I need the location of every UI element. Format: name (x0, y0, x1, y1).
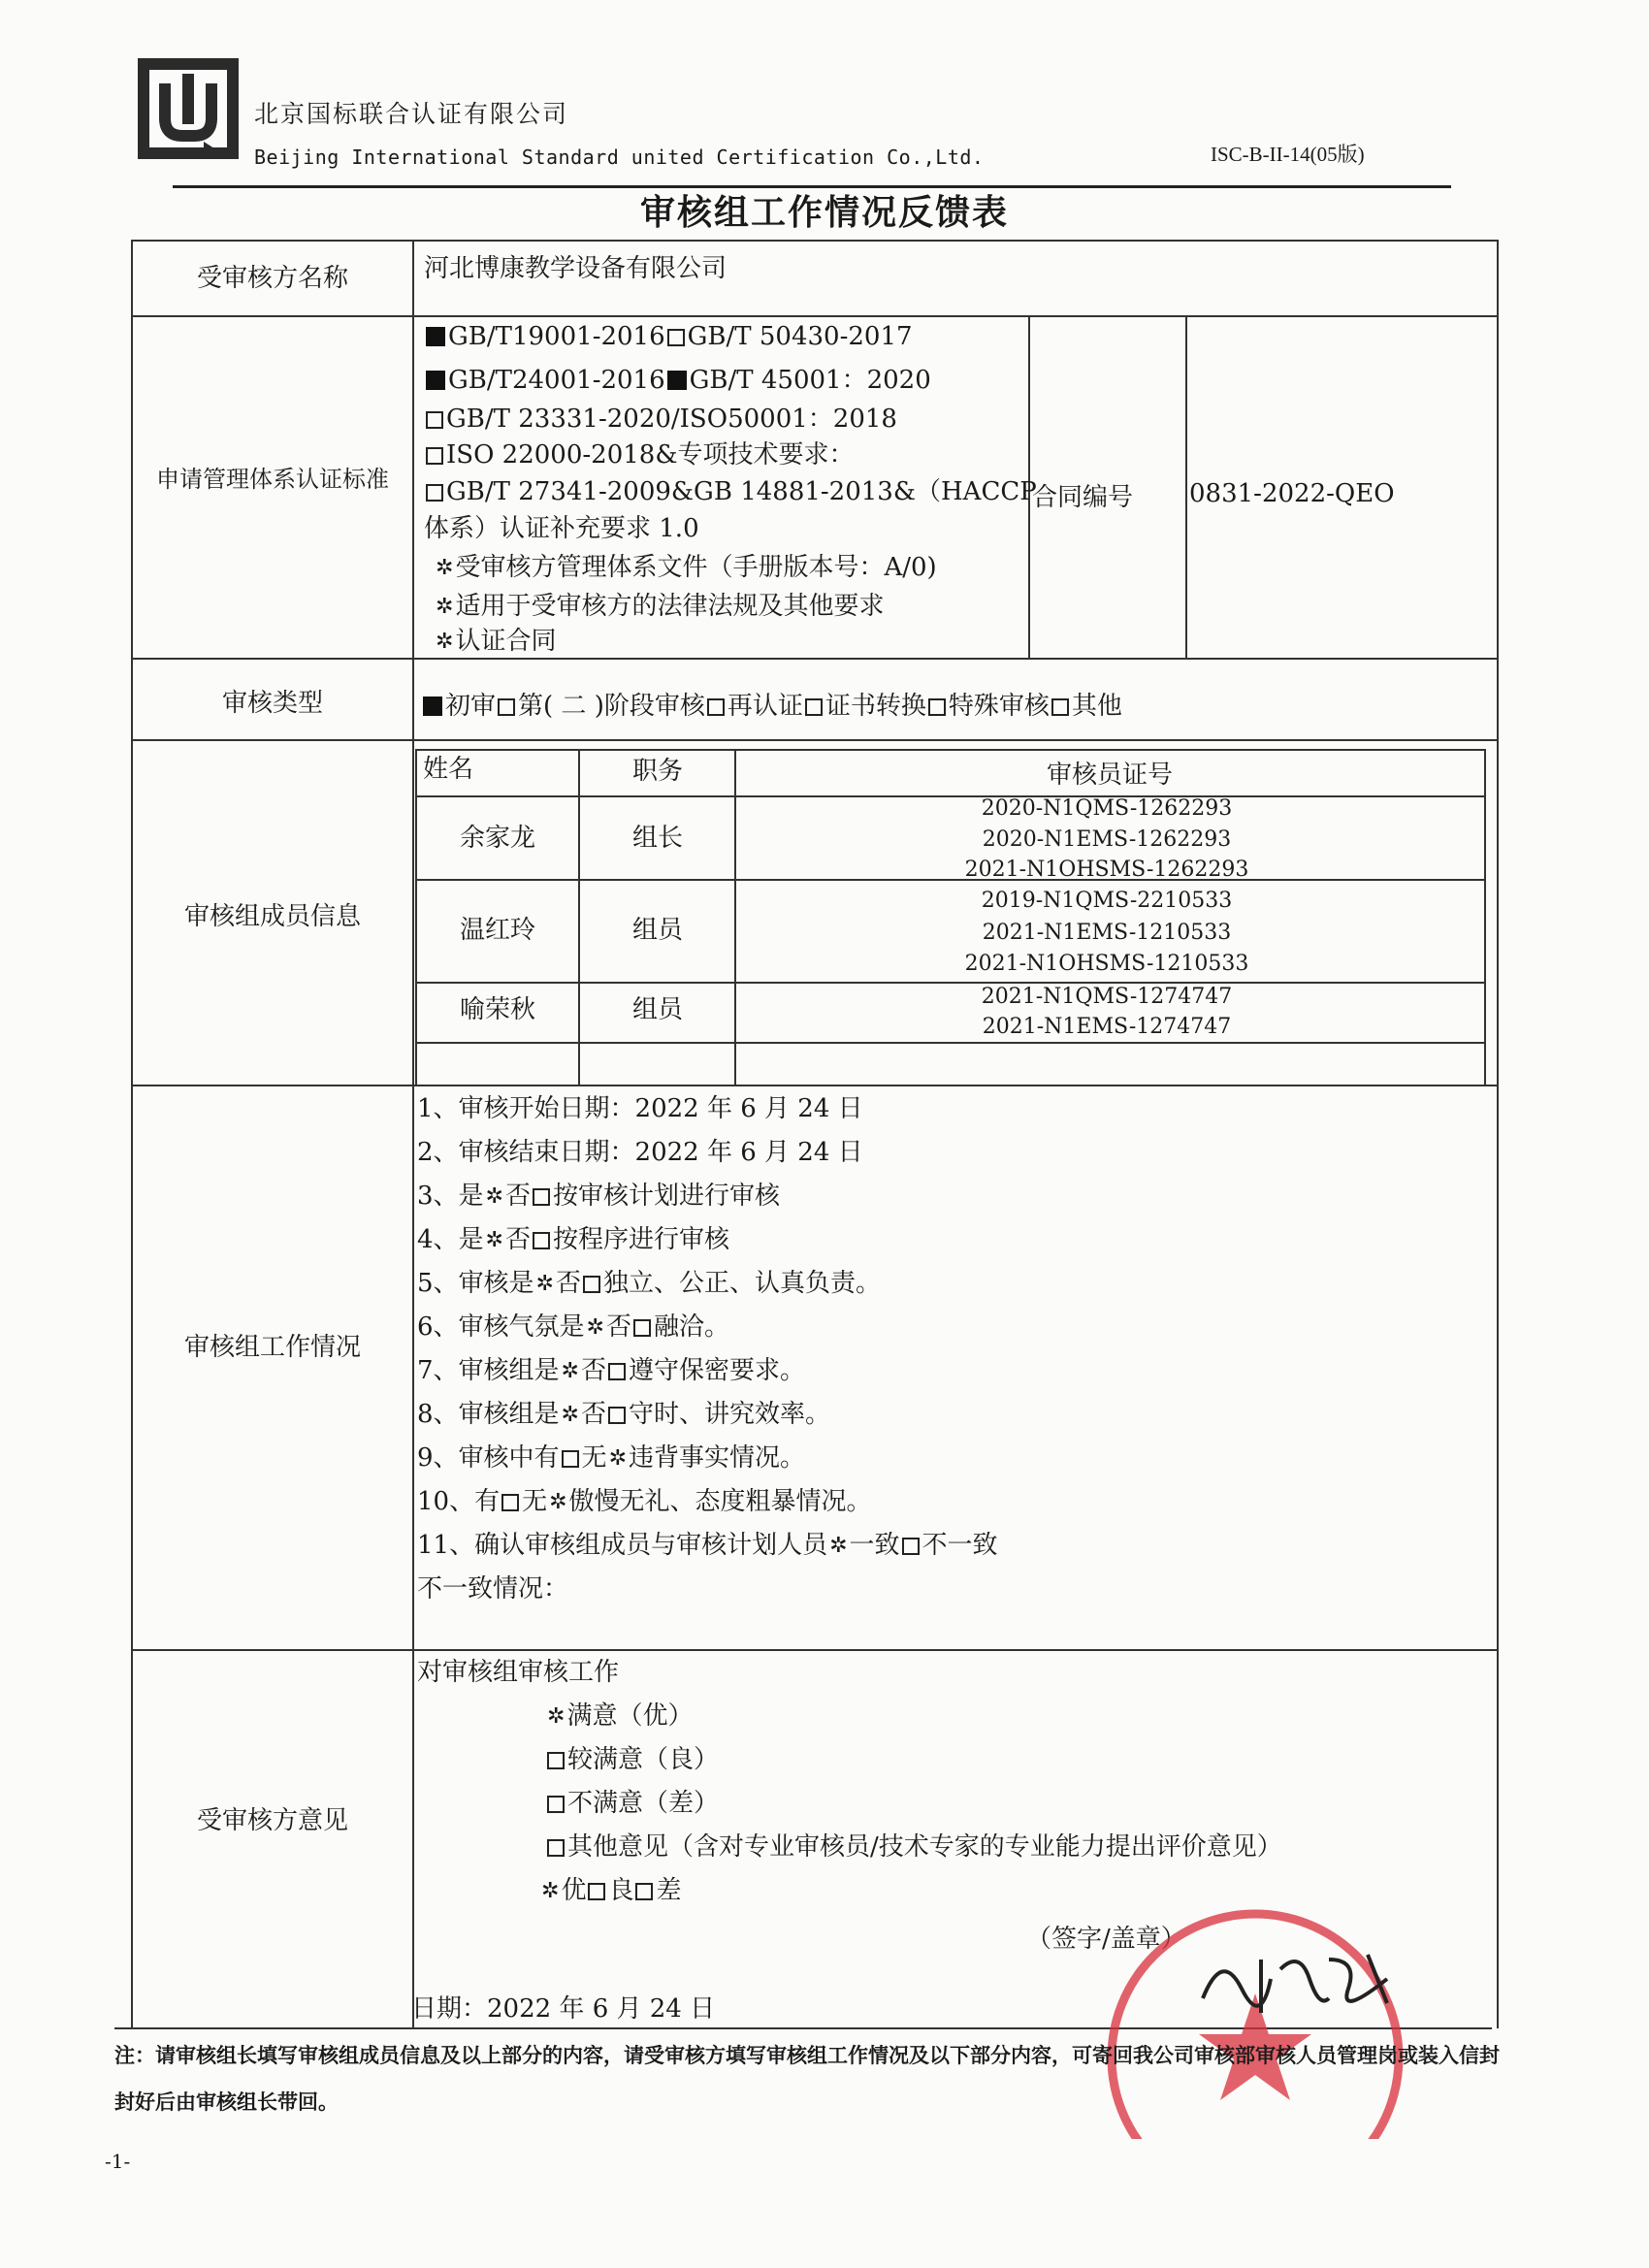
standard-line-4: ISO 22000-2018&专项技术要求： (424, 435, 854, 470)
unchecked-box-icon (583, 1276, 600, 1293)
unchecked-box-icon (1051, 698, 1069, 716)
opinion-option-1: ✲满意（优） (547, 1701, 694, 1731)
unchecked-box-icon (562, 1450, 579, 1468)
audit-type-options: 初审 第( 二 )阶段审核 再认证 证书转换 特殊审核 其他 (421, 686, 1122, 722)
company-name-cn: 北京国标联合认证有限公司 (254, 100, 569, 128)
star-mark-icon: ✲ (436, 595, 454, 619)
unchecked-box-icon (426, 484, 443, 502)
unchecked-box-icon (707, 698, 725, 716)
unchecked-box-icon (547, 1752, 565, 1769)
standard-line-3: GB/T 23331-2020/ISO50001：2018 (424, 399, 897, 435)
star-mark-icon: ✲ (485, 1228, 503, 1252)
work-item-6: 6、审核气氛是✲否 融洽。 (417, 1312, 730, 1342)
member-cert: 2021-N1EMS-1210533 (982, 921, 1232, 945)
work-item-12: 不一致情况： (417, 1574, 569, 1604)
standards-label: 申请管理体系认证标准 (156, 466, 389, 493)
opinion-date: 日期：2022 年 6 月 24 日 (411, 1994, 716, 2024)
checked-box-icon (667, 371, 687, 390)
checked-box-icon (426, 371, 445, 390)
star-mark-icon: ✲ (485, 1184, 503, 1209)
form-title: 审核组工作情况反馈表 (639, 193, 1009, 233)
member-cert: 2020-N1QMS-1262293 (981, 796, 1233, 821)
checked-box-icon (423, 697, 442, 716)
work-item-7: 7、审核组是✲否 遵守保密要求。 (417, 1356, 806, 1385)
opinion-intro: 对审核组审核工作 (417, 1658, 620, 1687)
unchecked-box-icon (928, 698, 946, 716)
member-name: 喻荣秋 (459, 995, 535, 1024)
star-mark-icon: ✲ (829, 1534, 848, 1558)
star-mark-icon: ✲ (535, 1272, 554, 1296)
unchecked-box-icon (501, 1494, 519, 1511)
company-name-en: Beijing International Standard united Certification Co.,Ltd. (254, 146, 985, 169)
grid-line (415, 749, 1486, 751)
member-role: 组员 (631, 916, 683, 945)
opinion-option-2: 较满意（良） (545, 1739, 719, 1775)
footer-note: 注：请审核组长填写审核组成员信息及以上部分的内容，请受审核方填写审核组工作情况及以下部分内容，可寄回我公司审核部审核人员管理岗或装入信封封好后由审核组长带回。 (114, 2044, 1500, 2114)
star-mark-icon: ✲ (436, 556, 454, 580)
col-cert-header: 审核员证号 (1046, 761, 1173, 790)
member-cert: 2019-N1QMS-2210533 (981, 889, 1233, 913)
unchecked-box-icon (805, 698, 823, 716)
star-mark-icon: ✲ (561, 1359, 579, 1383)
checked-box-icon (426, 327, 445, 346)
work-item-4: 4、是✲否 按程序进行审核 (417, 1225, 730, 1254)
opinion-label: 受审核方意见 (196, 1806, 348, 1835)
col-role-header: 职务 (631, 757, 683, 786)
standard-line-2: GB/T24001-2016 GB/T 45001：2020 (424, 360, 931, 396)
grid-line (131, 658, 1499, 660)
member-role: 组长 (631, 824, 683, 853)
star-mark-icon: ✲ (586, 1315, 604, 1340)
star-mark-icon: ✲ (549, 1490, 567, 1514)
standard-line-9: ✲认证合同 (436, 627, 557, 656)
unchecked-box-icon (902, 1538, 920, 1555)
member-cert: 2021-N1QMS-1274747 (981, 985, 1233, 1009)
opinion-grade: ✲优 良 差 (541, 1876, 682, 1905)
audit-type-label: 审核类型 (221, 689, 323, 718)
member-cert: 2021-N1OHSMS-1210533 (964, 952, 1249, 976)
star-mark-icon: ✲ (436, 630, 454, 654)
work-label: 审核组工作情况 (183, 1333, 361, 1362)
unchecked-box-icon (547, 1796, 565, 1813)
handwritten-signature (1193, 1940, 1416, 2018)
signature-label: （签字/盖章） (1026, 1925, 1186, 1954)
unchecked-box-icon (547, 1839, 565, 1857)
member-role: 组员 (631, 995, 683, 1024)
opinion-option-4: 其他意见（含对专业审核员/技术专家的专业能力提出评价意见） (545, 1827, 1282, 1863)
team-label: 审核组成员信息 (183, 902, 361, 931)
unchecked-box-icon (426, 447, 443, 465)
grid-line (131, 240, 133, 2028)
work-item-8: 8、审核组是✲否 守时、讲究效率。 (417, 1400, 831, 1429)
grid-line (131, 1085, 1499, 1086)
unchecked-box-icon (588, 1883, 605, 1900)
standard-line-8: ✲适用于受审核方的法律法规及其他要求 (436, 592, 885, 621)
member-name: 温红玲 (459, 916, 535, 945)
unchecked-box-icon (667, 329, 685, 346)
company-logo-icon (136, 56, 241, 161)
member-cert: 2021-N1OHSMS-1262293 (964, 858, 1249, 882)
unchecked-box-icon (633, 1319, 651, 1337)
work-item-1: 1、审核开始日期：2022 年 6 月 24 日 (417, 1094, 863, 1123)
unchecked-box-icon (498, 698, 515, 716)
grid-line (131, 739, 1499, 741)
unchecked-box-icon (533, 1232, 550, 1249)
grid-line (1497, 240, 1499, 2028)
work-item-10: 10、有 无✲傲慢无礼、态度粗暴情况。 (417, 1487, 872, 1516)
work-item-11: 11、确认审核组成员与审核计划人员✲一致 不一致 (417, 1531, 998, 1560)
document-code: ISC-B-II-14(05版) (1211, 143, 1365, 166)
star-mark-icon: ✲ (541, 1879, 560, 1903)
work-item-5: 5、审核是✲否 独立、公正、认真负责。 (417, 1269, 882, 1298)
grid-line (131, 240, 1499, 242)
grid-line (1185, 315, 1187, 658)
work-item-3: 3、是✲否 按审核计划进行审核 (417, 1182, 781, 1211)
standard-line-6: 体系）认证补充要求 1.0 (424, 514, 699, 543)
work-item-9: 9、审核中有 无✲违背事实情况。 (417, 1443, 806, 1473)
grid-line (412, 240, 414, 2028)
unchecked-box-icon (608, 1407, 626, 1424)
standard-line-1: GB/T19001-2016 GB/T 50430-2017 (424, 322, 913, 351)
star-mark-icon: ✲ (561, 1403, 579, 1427)
unchecked-box-icon (533, 1188, 550, 1206)
grid-line (1484, 749, 1486, 1085)
unchecked-box-icon (608, 1363, 626, 1380)
contract-label: 合同编号 (1032, 483, 1134, 512)
auditee-label: 受审核方名称 (196, 264, 348, 293)
work-item-2: 2、审核结束日期：2022 年 6 月 24 日 (417, 1138, 863, 1167)
member-name: 余家龙 (459, 824, 535, 853)
opinion-option-3: 不满意（差） (545, 1783, 719, 1819)
col-name-header: 姓名 (423, 755, 474, 784)
star-mark-icon: ✲ (547, 1704, 566, 1729)
page-number: -1- (105, 2150, 131, 2173)
auditee-value: 河北博康教学设备有限公司 (424, 254, 728, 283)
standard-line-5: GB/T 27341-2009&GB 14881-2013&（HACCP (424, 471, 1037, 507)
grid-line (131, 1649, 1499, 1651)
member-cert: 2021-N1EMS-1274747 (982, 1015, 1232, 1039)
contract-number: 0831-2022-QEO (1189, 479, 1395, 508)
standard-line-7: ✲受审核方管理体系文件（手册版本号：A/0) (436, 553, 937, 582)
grid-line (131, 315, 1499, 317)
unchecked-box-icon (635, 1883, 653, 1900)
star-mark-icon: ✲ (608, 1446, 627, 1471)
unchecked-box-icon (426, 411, 443, 429)
member-cert: 2020-N1EMS-1262293 (982, 827, 1232, 852)
